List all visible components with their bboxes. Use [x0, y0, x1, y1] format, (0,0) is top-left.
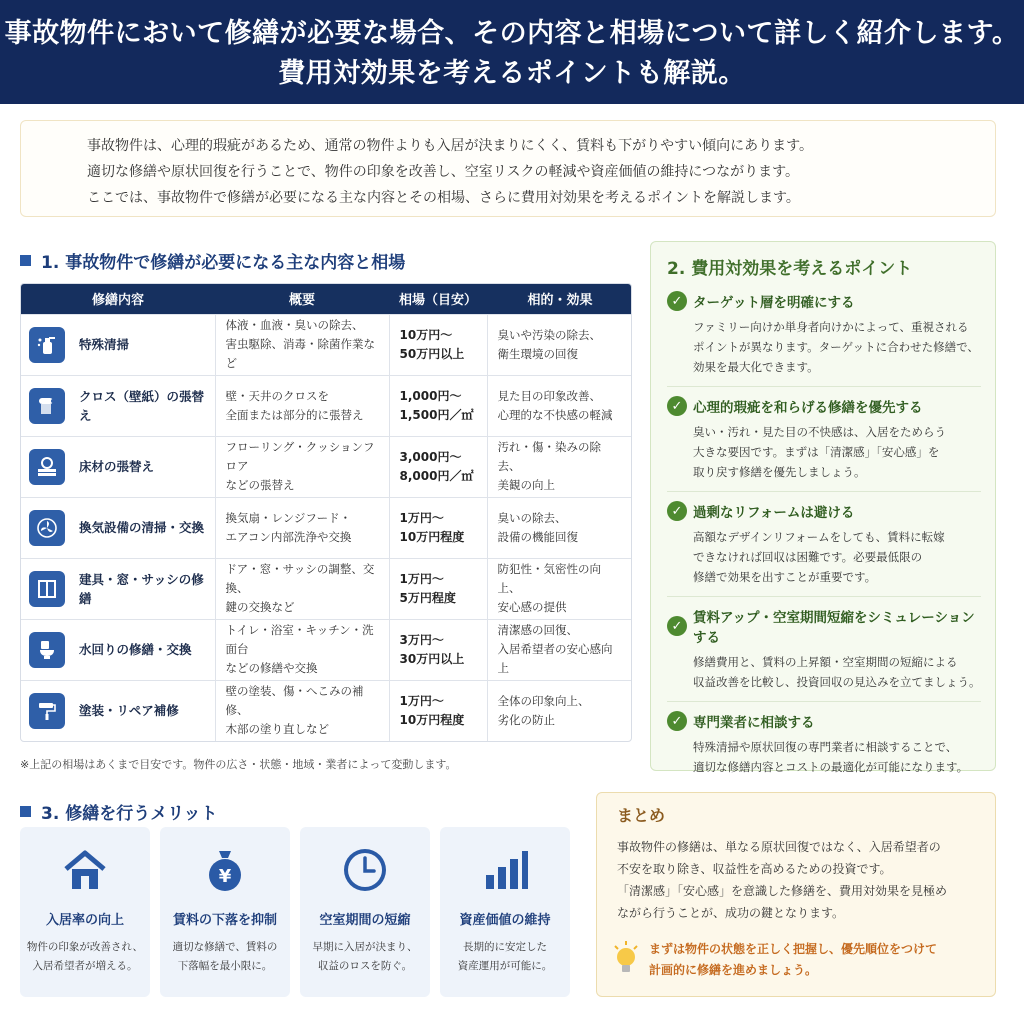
- cell-line: などの張替え: [225, 478, 295, 492]
- page-header: [0, 0, 1024, 104]
- merit-desc-line: 物件の印象が改善され、: [26, 941, 144, 953]
- price-cell: [389, 375, 487, 436]
- cell-line: 防犯性・気密性の向上、: [497, 562, 601, 595]
- point-title-text: 専門業者に相談する: [693, 715, 815, 731]
- intro-line: ここでは、事故物件で修繕が必要になる主な内容とその相場、さらに費用対効果を考えるポイントを解説します。: [87, 190, 800, 206]
- repair-item-label: 塗装・リペア補修: [79, 703, 179, 719]
- repair-item-cell: [21, 558, 215, 619]
- point-title-text: 心理的瑕疵を和らげる修繕を優先する: [693, 400, 923, 416]
- column-header: 相場（目安）: [389, 284, 487, 314]
- table-row: [21, 558, 632, 619]
- summary-line: 「清潔感」「安心感」を意識した修繕を、費用対効果を見極め: [617, 884, 948, 898]
- section-3-heading: [20, 799, 218, 824]
- merit-card-desc: [440, 938, 570, 976]
- cell-line: 害虫駆除、消毒・除菌作業など: [225, 337, 375, 370]
- point-title-text: 過剰なリフォームは避ける: [693, 505, 855, 521]
- cell-line: 1万円〜: [399, 693, 444, 708]
- cell-line: 汚れ・傷・染みの除去、: [497, 440, 601, 473]
- point-body-line: 取り戻す修繕を優先しましょう。: [693, 465, 866, 479]
- cell-line: などの修繕や交換: [225, 661, 318, 675]
- cell-line: 50万円以上: [399, 346, 465, 361]
- repair-item-label: 建具・窓・サッシの修繕: [79, 571, 204, 606]
- svg-text:¥: ¥: [218, 866, 232, 887]
- section-3-title: 3. 修繕を行うメリット: [41, 804, 218, 824]
- cell-line: 10万円程度: [399, 712, 465, 727]
- effect-cell: [487, 497, 632, 558]
- cell-line: 体液・血液・臭いの除去、: [225, 318, 364, 332]
- point-title: [667, 396, 981, 416]
- price-cell: [389, 436, 487, 497]
- paint-roller-icon: [29, 693, 65, 729]
- repair-item-cell: [21, 497, 215, 558]
- summary-line: 不安を取り除き、収益性を高めるための投資です。: [617, 862, 892, 876]
- cell-line: 全体の印象向上、: [497, 693, 590, 708]
- cell-line: 心理的な不快感の軽減: [497, 407, 613, 422]
- point-body: [667, 527, 981, 587]
- intro-box: [20, 120, 996, 217]
- merit-cards: [20, 827, 570, 997]
- price-cell: [389, 680, 487, 741]
- check-icon: ✓: [667, 616, 687, 636]
- cell-line: 3万円〜: [399, 632, 444, 647]
- point-body-line: 大きな要因です。まずは「清潔感」「安心感」を: [693, 445, 940, 459]
- table-row: [21, 375, 632, 436]
- cell-line: エアコン内部洗浄や交換: [225, 529, 352, 544]
- cell-line: 1,500円／㎡: [399, 407, 474, 422]
- summary-line: 事故物件の修繕は、単なる原状回復ではなく、入居希望者の: [617, 840, 941, 854]
- cell-line: 木部の塗り直しなど: [225, 722, 329, 737]
- merit-card: [300, 827, 430, 997]
- point-title: [667, 606, 981, 646]
- point-body-line: 効果を最大化できます。: [693, 360, 819, 374]
- point-title: [667, 711, 981, 731]
- clock-icon: [340, 845, 390, 895]
- cell-line: 安心感の提供: [497, 600, 567, 614]
- effect-cell: [487, 314, 632, 375]
- repair-item-cell: [21, 680, 215, 741]
- section-1-heading: [20, 248, 405, 273]
- repair-cost-table: [20, 283, 632, 742]
- floor-icon: [29, 449, 65, 485]
- merit-desc-line: 長期的に安定した: [463, 941, 547, 953]
- point-title: [667, 291, 981, 311]
- cell-line: 30万円以上: [399, 651, 465, 666]
- cell-line: 全面または部分的に張替え: [225, 407, 364, 422]
- cell-line: 設備の機能回復: [497, 529, 578, 544]
- cell-line: 美観の向上: [497, 478, 555, 492]
- cell-line: 臭いの除去、: [497, 510, 567, 525]
- cell-line: 1万円〜: [399, 571, 444, 586]
- merit-card-title: 資産価値の維持: [459, 913, 551, 928]
- bar-chart-icon: [480, 845, 530, 895]
- merit-card: [20, 827, 150, 997]
- cell-line: トイレ・浴室・キッチン・洗面台: [225, 623, 374, 656]
- merit-desc-line: 入居希望者が増える。: [32, 960, 138, 972]
- summary-cell: [215, 558, 389, 619]
- table-header-row: [21, 284, 632, 314]
- cell-line: 衛生環境の回復: [497, 346, 578, 361]
- page-title-line-2: 費用対効果を考えるポイントも解説。: [278, 58, 746, 89]
- section-marker: [20, 255, 31, 266]
- cell-line: 清潔感の回復、: [497, 623, 578, 637]
- cell-line: 鍵の交換など: [225, 600, 295, 614]
- cell-line: 5万円程度: [399, 590, 456, 605]
- effect-cell: [487, 436, 632, 497]
- repair-item-label: 換気設備の清掃・交換: [79, 520, 205, 535]
- summary-cell: [215, 436, 389, 497]
- table-row: [21, 619, 632, 680]
- section-marker: [20, 806, 31, 817]
- effect-cell: [487, 558, 632, 619]
- cell-line: 1万円〜: [399, 510, 444, 525]
- fan-icon: [29, 510, 65, 546]
- point-body-line: 特殊清掃や原状回復の専門業者に相談することで、: [693, 740, 958, 754]
- point-item: [667, 396, 981, 492]
- merit-card-desc: [300, 938, 430, 976]
- house-icon: [60, 845, 110, 895]
- merit-desc-line: 適切な修繕で、賃料の: [172, 941, 278, 953]
- merit-card-desc: [160, 938, 290, 976]
- point-title: [667, 501, 981, 521]
- repair-item-label: 特殊清掃: [79, 337, 130, 352]
- intro-line: 適切な修繕や原状回復を行うことで、物件の印象を改善し、空室リスクの軽減や資産価値の維持につながります。: [87, 164, 800, 180]
- point-body: [667, 737, 981, 777]
- section-1-title: 1. 事故物件で修繕が必要になる主な内容と相場: [41, 253, 406, 273]
- page-title-line-1: 事故物件において修繕が必要な場合、その内容と相場について詳しく紹介します。: [4, 18, 1020, 49]
- merit-desc-line: 下落幅を最小限に。: [177, 960, 273, 972]
- cleaning-spray-icon: [29, 327, 65, 363]
- cell-line: ドア・窓・サッシの調整、交換、: [225, 562, 375, 595]
- summary-cell: [215, 314, 389, 375]
- column-header: 相的・効果: [487, 284, 632, 314]
- cell-line: 臭いや汚染の除去、: [497, 327, 601, 342]
- column-header: 概要: [215, 284, 389, 314]
- table-row: [21, 680, 632, 741]
- merit-card-title: 空室期間の短縮: [319, 913, 411, 928]
- point-body-line: 修繕費用と、賃料の上昇額・空室期間の短縮による: [693, 655, 958, 669]
- repair-item-cell: [21, 314, 215, 375]
- cell-line: 入居希望者の安心感向上: [497, 642, 613, 675]
- point-body-line: 適切な修繕内容とコストの最適化が可能になります。: [693, 760, 969, 774]
- section-2-title: 2. 費用対効果を考えるポイント: [667, 259, 913, 279]
- summary-tip-text: [649, 939, 937, 981]
- point-body-line: 修繕で効果を出すことが重要です。: [693, 570, 877, 584]
- point-body-line: 収益改善を比較し、投資回収の見込みを立てましょう。: [693, 675, 981, 689]
- summary-box: [596, 792, 996, 997]
- point-body: [667, 422, 981, 482]
- summary-body: [597, 826, 995, 924]
- cell-line: 壁の塗装、傷・へこみの補修、: [225, 684, 364, 718]
- point-item: [667, 291, 981, 387]
- intro-line: 事故物件は、心理的瑕疵があるため、通常の物件よりも入居が決まりにくく、賃料も下がりやすい傾向にあります。: [87, 138, 814, 154]
- merit-card-desc: [20, 938, 150, 976]
- point-title-text: 賃料アップ・空室期間短縮をシミュレーションする: [693, 610, 975, 646]
- repair-item-cell: [21, 375, 215, 436]
- price-cell: [389, 558, 487, 619]
- cell-line: 3,000円〜: [399, 449, 462, 464]
- wallpaper-roll-icon: [29, 388, 65, 424]
- table-row: [21, 314, 632, 375]
- check-icon: ✓: [667, 501, 687, 521]
- check-icon: ✓: [667, 711, 687, 731]
- summary-cell: [215, 375, 389, 436]
- repair-item-label: 水回りの修繕・交換: [79, 642, 192, 657]
- summary-line: ながら行うことが、成功の鍵となります。: [617, 906, 845, 920]
- merit-card-title: 賃料の下落を抑制: [172, 913, 277, 928]
- merit-desc-line: 早期に入居が決まり、: [312, 941, 418, 953]
- summary-title: まとめ: [617, 806, 666, 825]
- point-body-line: 高額なデザインリフォームをしても、賃料に転嫁: [693, 530, 945, 544]
- point-body: [667, 317, 981, 377]
- window-icon: [29, 571, 65, 607]
- point-body-line: ファミリー向けか単身者向けかによって、重視される: [693, 320, 969, 334]
- repair-item-cell: [21, 619, 215, 680]
- point-item: [667, 711, 981, 786]
- repair-item-cell: [21, 436, 215, 497]
- effect-cell: [487, 680, 632, 741]
- check-icon: ✓: [667, 396, 687, 416]
- table-row: [21, 436, 632, 497]
- point-title-text: ターゲット層を明確にする: [693, 295, 855, 311]
- summary-cell: [215, 680, 389, 741]
- merit-card: [440, 827, 570, 997]
- merit-card-title: 入居率の向上: [45, 913, 124, 928]
- cell-line: 見た目の印象改善、: [497, 388, 601, 403]
- repair-item-label: 床材の張替え: [79, 459, 155, 474]
- cell-line: 劣化の防止: [497, 712, 555, 727]
- repair-item-label: クロス（壁紙）の張替え: [79, 388, 205, 423]
- tip-line: 計画的に修繕を進めましょう。: [649, 963, 818, 977]
- point-body: [667, 652, 981, 692]
- effect-cell: [487, 619, 632, 680]
- cell-line: 壁・天井のクロスを: [225, 388, 329, 403]
- table-row: [21, 497, 632, 558]
- summary-cell: [215, 619, 389, 680]
- cost-effectiveness-box: [650, 241, 996, 774]
- point-body-line: ポイントが異なります。ターゲットに合わせた修繕で、: [693, 340, 979, 354]
- yen-bag-icon: [200, 845, 250, 895]
- merit-desc-line: 収益のロスを防ぐ。: [317, 960, 413, 972]
- tip-line: まずは物件の状態を正しく把握し、優先順位をつけて: [649, 942, 938, 956]
- merit-desc-line: 資産運用が可能に。: [457, 960, 553, 972]
- price-cell: [389, 314, 487, 375]
- point-item: [667, 501, 981, 597]
- price-cell: [389, 497, 487, 558]
- point-item: [667, 606, 981, 702]
- merit-card: [160, 827, 290, 997]
- summary-cell: [215, 497, 389, 558]
- price-cell: [389, 619, 487, 680]
- effect-cell: [487, 375, 632, 436]
- cell-line: フローリング・クッションフロア: [225, 440, 375, 473]
- summary-tip: [611, 939, 937, 981]
- cell-line: 1,000円〜: [399, 388, 462, 403]
- lightbulb-icon: [611, 939, 641, 979]
- point-body-line: できなければ回収は困難です。必要最低限の: [693, 550, 923, 564]
- column-header: 修繕内容: [21, 284, 215, 314]
- cell-line: 10万円程度: [399, 529, 465, 544]
- toilet-icon: [29, 632, 65, 668]
- cell-line: 8,000円／㎡: [399, 468, 474, 483]
- table-note: ※上記の相場はあくまで目安です。物件の広さ・状態・地域・業者によって変動します。: [20, 758, 457, 771]
- check-icon: ✓: [667, 291, 687, 311]
- cell-line: 10万円〜: [399, 327, 453, 342]
- point-body-line: 臭い・汚れ・見た目の不快感は、入居をためらう: [693, 425, 946, 439]
- cell-line: 換気扇・レンジフード・: [225, 510, 352, 525]
